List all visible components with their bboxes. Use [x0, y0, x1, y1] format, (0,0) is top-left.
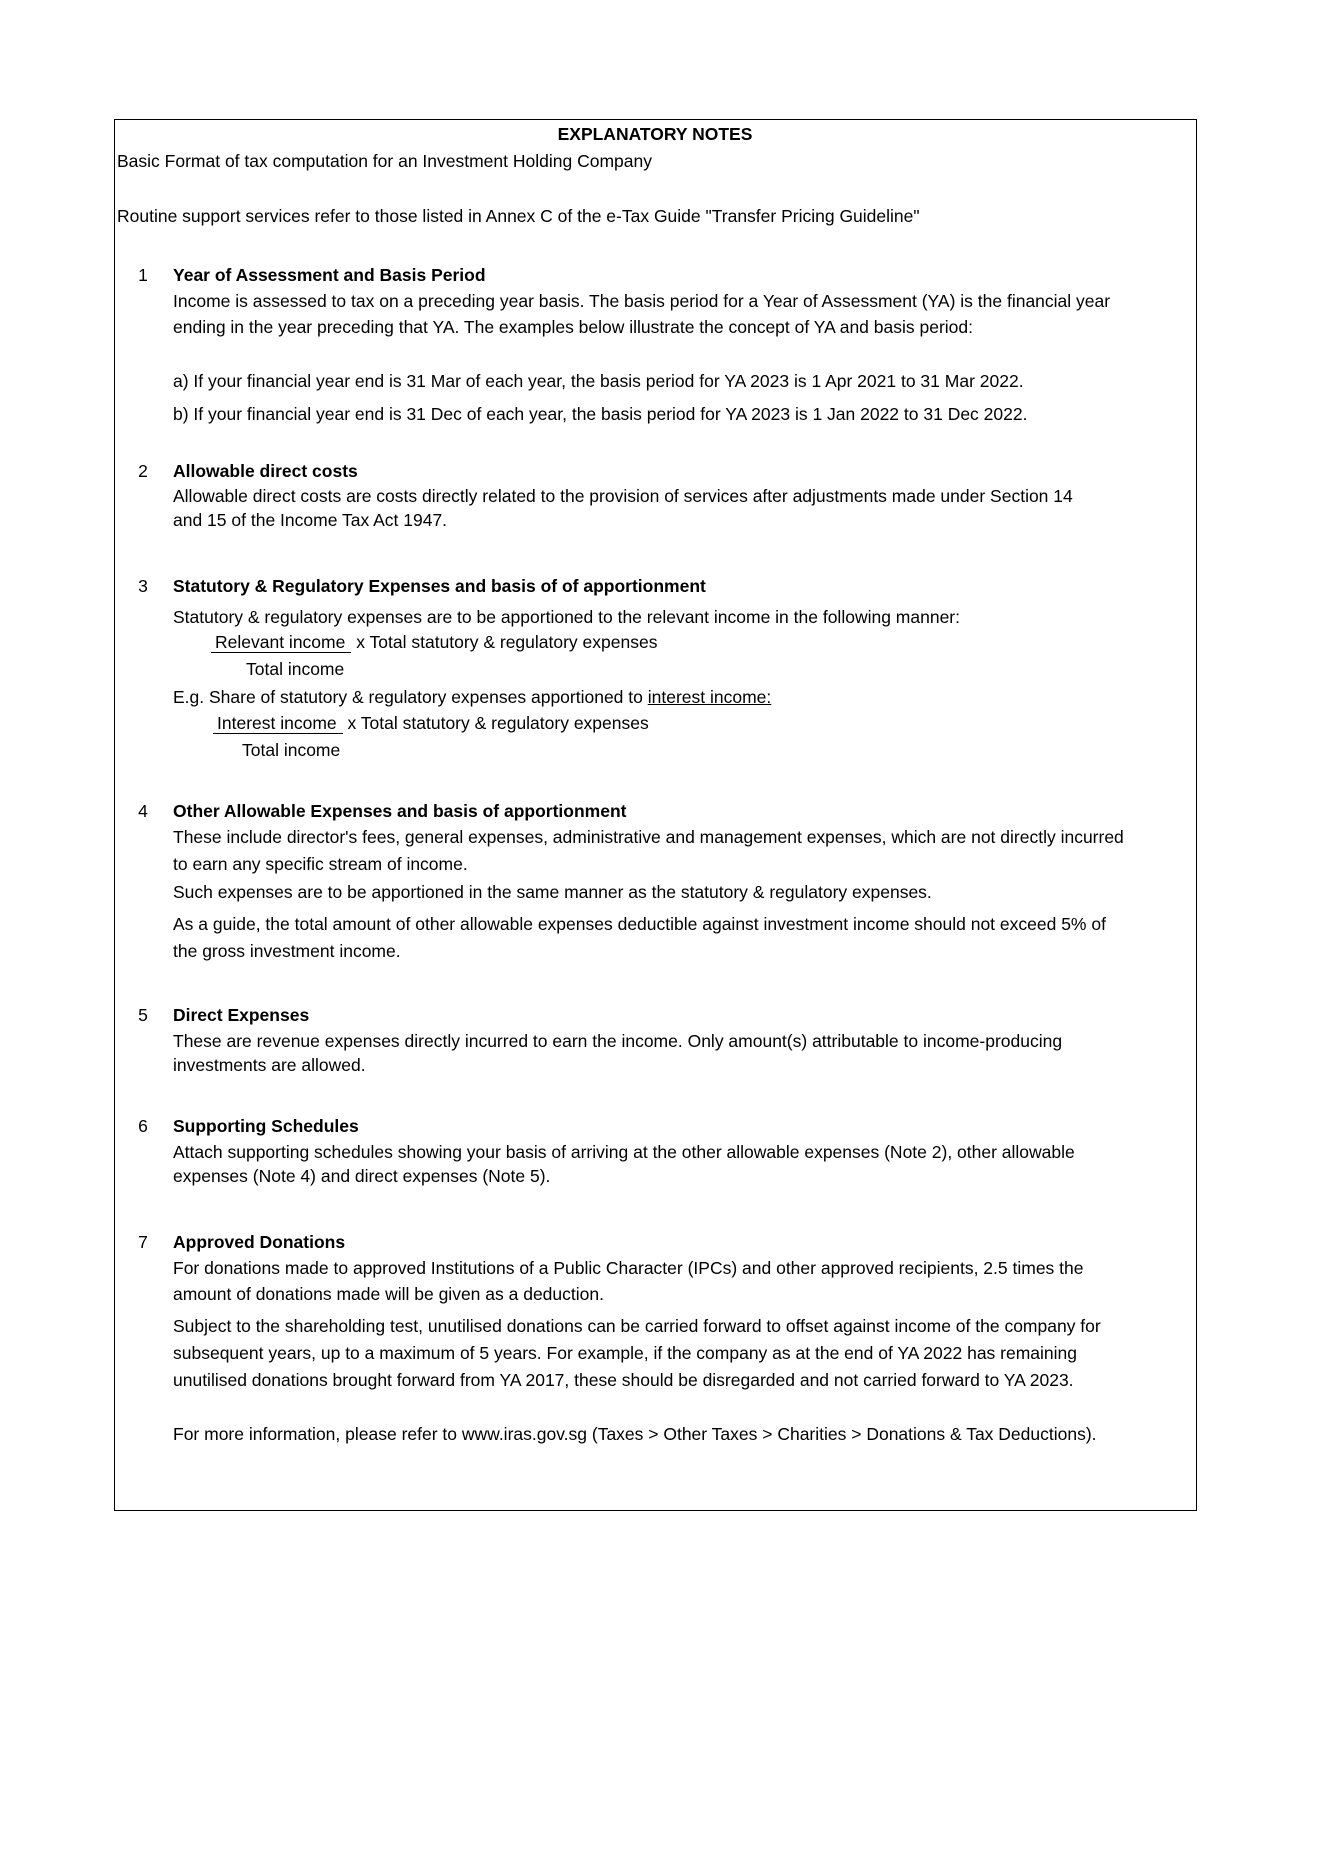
note-number: 5 — [138, 1005, 148, 1025]
note-text: a) If your financial year end is 31 Mar of each year, the basis period for YA 2023 is 1 Apr 2021 to 31 Mar 2022. — [173, 371, 1024, 391]
note-heading: Other Allowable Expenses and basis of apportionment — [173, 801, 627, 821]
notes-frame — [114, 119, 1197, 1511]
note-text: the gross investment income. — [173, 941, 401, 961]
note-text: amount of donations made will be given as a deduction. — [173, 1284, 604, 1304]
note-text: These are revenue expenses directly incurred to earn the income. Only amount(s) attributable to income-producing — [173, 1031, 1063, 1051]
note-text: investments are allowed. — [173, 1055, 366, 1075]
note-heading: Allowable direct costs — [173, 461, 358, 481]
note-text: For more information, please refer to www.iras.gov.sg (Taxes > Other Taxes > Charities > Donations & Tax Deductions). — [173, 1424, 1097, 1444]
note-text: and 15 of the Income Tax Act 1947. — [173, 510, 448, 530]
example-underlined: interest income: — [647, 687, 772, 707]
note-number: 6 — [138, 1116, 148, 1136]
note-number: 7 — [138, 1232, 148, 1252]
note-number: 2 — [138, 461, 148, 481]
note-text: ending in the year preceding that YA. The examples below illustrate the concept of YA and basis period: — [173, 317, 974, 337]
note-number: 3 — [138, 576, 148, 596]
note-text: Income is assessed to tax on a preceding year basis. The basis period for a Year of Assessment (YA) is the financial year — [173, 291, 1111, 311]
note-text: For donations made to approved Institutions of a Public Character (IPCs) and other approved recipients, 2.5 times the — [173, 1258, 1084, 1278]
formula-denominator: Total income — [242, 740, 341, 760]
note-text: to earn any specific stream of income. — [173, 854, 468, 874]
formula-multiplier: x Total statutory & regulatory expenses — [356, 632, 658, 652]
note-heading: Direct Expenses — [173, 1005, 310, 1025]
formula-denominator: Total income — [246, 659, 345, 679]
example-prefix: E.g. Share of statutory & regulatory expenses apportioned to — [173, 687, 648, 707]
note-heading: Supporting Schedules — [173, 1116, 359, 1136]
note-text: Attach supporting schedules showing your basis of arriving at the other allowable expenses (Note 2), other allowable — [173, 1142, 1075, 1162]
note-heading: Approved Donations — [173, 1232, 346, 1252]
note-text: subsequent years, up to a maximum of 5 years. For example, if the company as at the end of YA 2022 has remaining — [173, 1343, 1078, 1363]
note-text: Allowable direct costs are costs directly related to the provision of services after adjustments made under Section 14 — [173, 486, 1073, 506]
note-text: expenses (Note 4) and direct expenses (Note 5). — [173, 1166, 551, 1186]
formula-numerator: Interest income — [213, 713, 343, 734]
formula-numerator: Relevant income — [211, 632, 351, 653]
intro-line: Routine support services refer to those listed in Annex C of the e-Tax Guide "Transfer Pricing Guideline" — [117, 206, 920, 226]
formula-interest — [213, 712, 649, 734]
intro-line: Basic Format of tax computation for an Investment Holding Company — [117, 151, 652, 171]
page-title: EXPLANATORY NOTES — [557, 124, 753, 144]
formula-relevant — [211, 631, 657, 653]
note-text: Such expenses are to be apportioned in the same manner as the statutory & regulatory expenses. — [173, 882, 932, 902]
note-number: 1 — [138, 265, 148, 285]
formula-multiplier: x Total statutory & regulatory expenses — [347, 713, 649, 733]
note-text: Subject to the shareholding test, unutilised donations can be carried forward to offset against income of the company for — [173, 1316, 1101, 1336]
note-text: unutilised donations brought forward from YA 2017, these should be disregarded and not carried forward to YA 2023. — [173, 1370, 1074, 1390]
note-text: These include director's fees, general expenses, administrative and management expenses, which are not directly incurred — [173, 827, 1124, 847]
note-heading: Statutory & Regulatory Expenses and basis of of apportionment — [173, 576, 706, 596]
note-heading: Year of Assessment and Basis Period — [173, 265, 486, 285]
note-text: Statutory & regulatory expenses are to be apportioned to the relevant income in the following manner: — [173, 607, 960, 627]
example-line — [173, 686, 771, 708]
note-text: As a guide, the total amount of other allowable expenses deductible against investment income should not exceed 5% of — [173, 914, 1106, 934]
note-number: 4 — [138, 801, 148, 821]
note-text: b) If your financial year end is 31 Dec of each year, the basis period for YA 2023 is 1 Jan 2022 to 31 Dec 2022. — [173, 404, 1028, 424]
